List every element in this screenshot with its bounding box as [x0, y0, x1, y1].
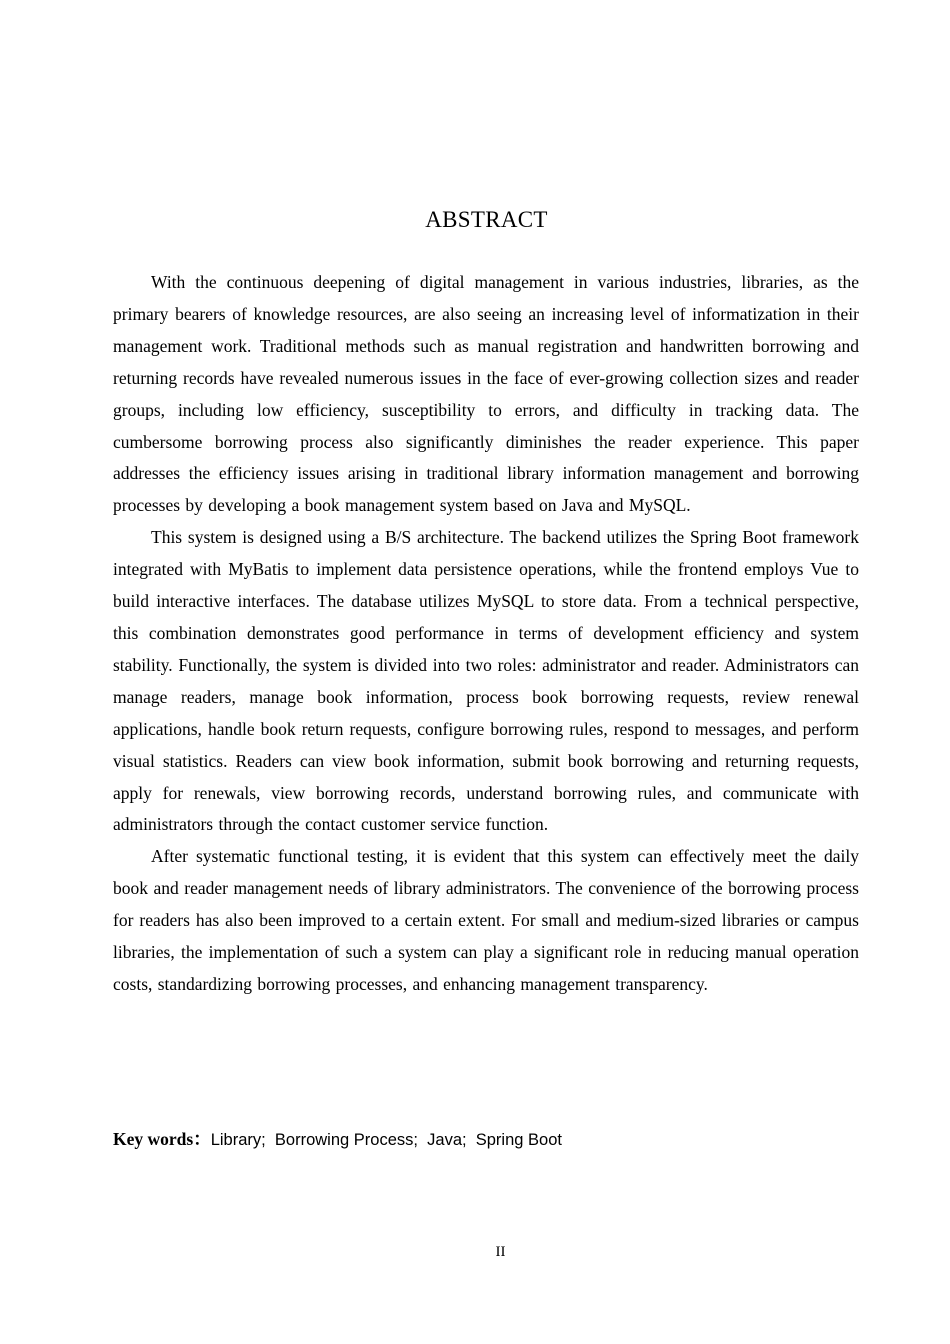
keywords-label: Key words： — [113, 1129, 211, 1149]
keyword-item-borrowing-process: Borrowing Process; — [274, 1131, 418, 1149]
abstract-body — [113, 267, 859, 1001]
keyword-item-library: Library; — [210, 1131, 266, 1149]
abstract-paragraph-3: After systematic functional testing, it is evident that this system can effectively meet the daily book and reader management needs of library administrators. The convenience of the borrowing process for readers has also been improved to a certain extent. For small and medium-sized libraries or campus libraries, the implementation of such a system can play a significant role in reducing manual operation costs, standardizing borrowing processes, and enhancing management transparency. — [113, 846, 859, 994]
keyword-item-java: Java; — [427, 1131, 467, 1149]
abstract-paragraph-2: This system is designed using a B/S architecture. The backend utilizes the Spring Boot framework integrated with MyBatis to implement data persistence operations, while the frontend employs Vue to build interactive interfaces. The database utilizes MySQL to store data. From a technical perspective, this combination demonstrates good performance in terms of development efficiency and system stability. Functionally, the system is divided into two roles: administrator and reader. Administrators can manage readers, manage book information, process book borrowing requests, review renewal applications, handle book return requests, configure borrowing rules, respond to messages, and perform visual statistics. Readers can view book information, submit book borrowing and returning requests, apply for renewals, view borrowing records, understand borrowing rules, and communicate with administrators through the contact customer service function. — [113, 527, 859, 835]
abstract-paragraph-1: With the continuous deepening of digital management in various industries, libraries, as the primary bearers of knowledge resources, are also seeing an increasing level of informatization in their management work. Traditional methods such as manual registration and handwritten borrowing and returning records have revealed numerous issues in the face of ever-growing collection sizes and reader groups, including low efficiency, susceptibility to errors, and difficulty in tracking data. The cumbersome borrowing process also significantly diminishes the reader experience. This paper addresses the efficiency issues arising in traditional library information management and borrowing processes by developing a book management system based on Java and MySQL. — [113, 272, 859, 516]
page-number: II — [495, 1244, 506, 1260]
abstract-heading: ABSTRACT — [425, 207, 548, 232]
keyword-item-spring-boot: Spring Boot — [475, 1131, 562, 1149]
keywords-line — [113, 1125, 859, 1154]
